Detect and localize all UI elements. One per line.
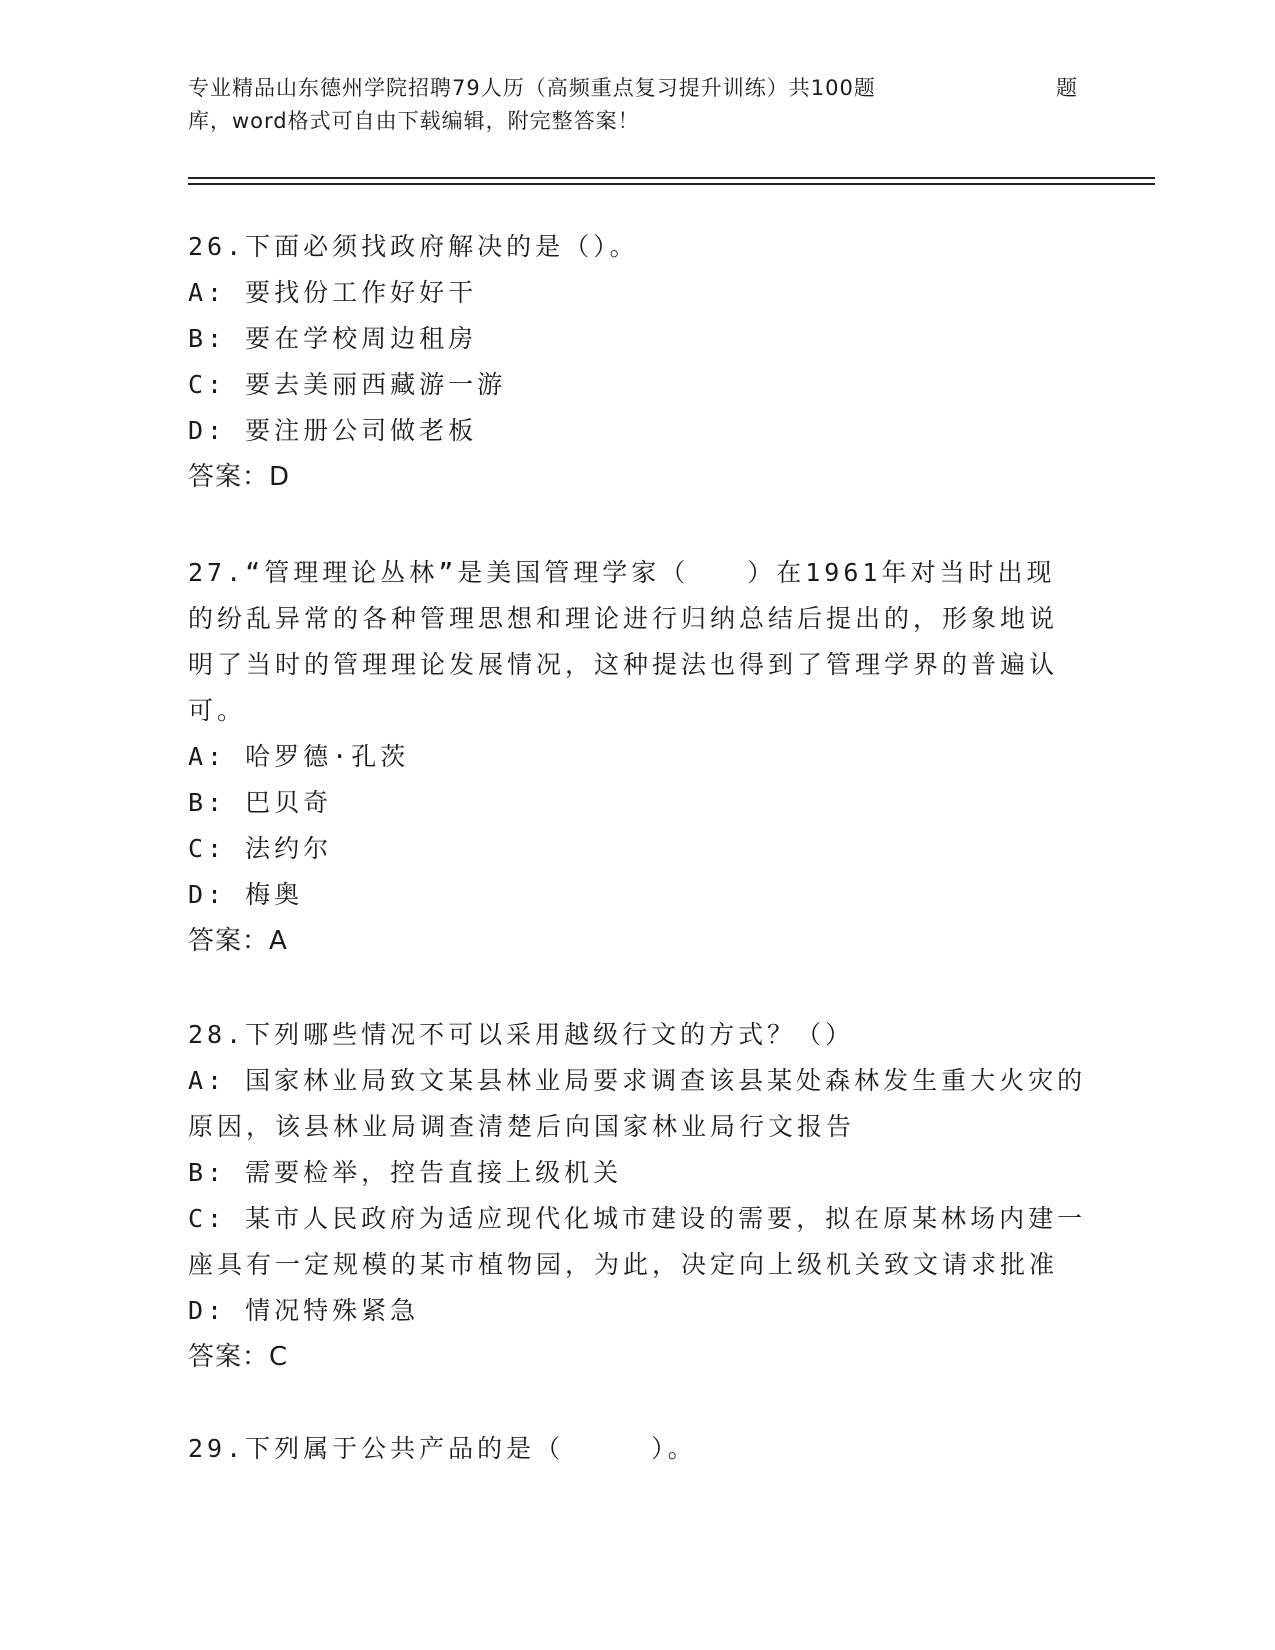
- header-title-tail: 题: [1056, 76, 1078, 100]
- question-stem: 29.下列属于公共产品的是（ ）。: [188, 1434, 697, 1463]
- option-a-continued: 原因，该县林业局调查清楚后向国家林业局行文报告: [188, 1112, 856, 1141]
- question-28: [188, 1012, 1088, 1380]
- option-c: C: 法约尔: [188, 834, 333, 863]
- question-stem: 28.下列哪些情况不可以采用越级行文的方式？（）: [188, 1020, 855, 1049]
- option-a: A: 国家林业局致文某县林业局要求调查该县某处森林发生重大火灾的: [188, 1066, 1087, 1095]
- option-b: B: 巴贝奇: [188, 788, 333, 817]
- answer-label: 答案：C: [188, 1342, 289, 1372]
- question-stem: 可。: [188, 696, 247, 725]
- answer-label: 答案：A: [188, 926, 288, 956]
- question-26: [188, 224, 1088, 500]
- question-stem: 的纷乱异常的各种管理思想和理论进行归纳总结后提出的，形象地说: [188, 604, 1059, 633]
- option-d: D: 梅奥: [188, 880, 304, 909]
- option-b: B: 需要检举，控告直接上级机关: [188, 1158, 623, 1187]
- header-line-1: [188, 72, 1078, 105]
- answer-label: 答案：D: [188, 462, 291, 492]
- option-c: C: 要去美丽西藏游一游: [188, 370, 507, 399]
- option-b: B: 要在学校周边租房: [188, 324, 478, 353]
- header-title-text: 专业精品山东德州学院招聘79人历（高频重点复习提升训练）共100题: [188, 76, 876, 100]
- header-divider-top: [188, 177, 1155, 179]
- header-line-2: 库，word格式可自由下载编辑，附完整答案！: [188, 109, 640, 133]
- question-stem: 26.下面必须找政府解决的是（）。: [188, 232, 639, 261]
- question-stem: 27.“管理理论丛林”是美国管理学家（ ）在1961年对当时出现: [188, 558, 1056, 587]
- option-d: D: 情况特殊紧急: [188, 1296, 420, 1325]
- document-header: [188, 72, 1078, 138]
- option-d: D: 要注册公司做老板: [188, 416, 478, 445]
- question-stem: 明了当时的管理理论发展情况，这种提法也得到了管理学界的普遍认: [188, 650, 1059, 679]
- question-29: [188, 1426, 1088, 1472]
- header-divider-bottom: [188, 183, 1155, 185]
- option-c-continued: 座具有一定规模的某市植物园，为此，决定向上级机关致文请求批准: [188, 1250, 1059, 1279]
- question-27: [188, 550, 1088, 964]
- option-a: A: 哈罗德·孔茨: [188, 742, 410, 771]
- option-c: C: 某市人民政府为适应现代化城市建设的需要，拟在原某林场内建一: [188, 1204, 1087, 1233]
- option-a: A: 要找份工作好好干: [188, 278, 478, 307]
